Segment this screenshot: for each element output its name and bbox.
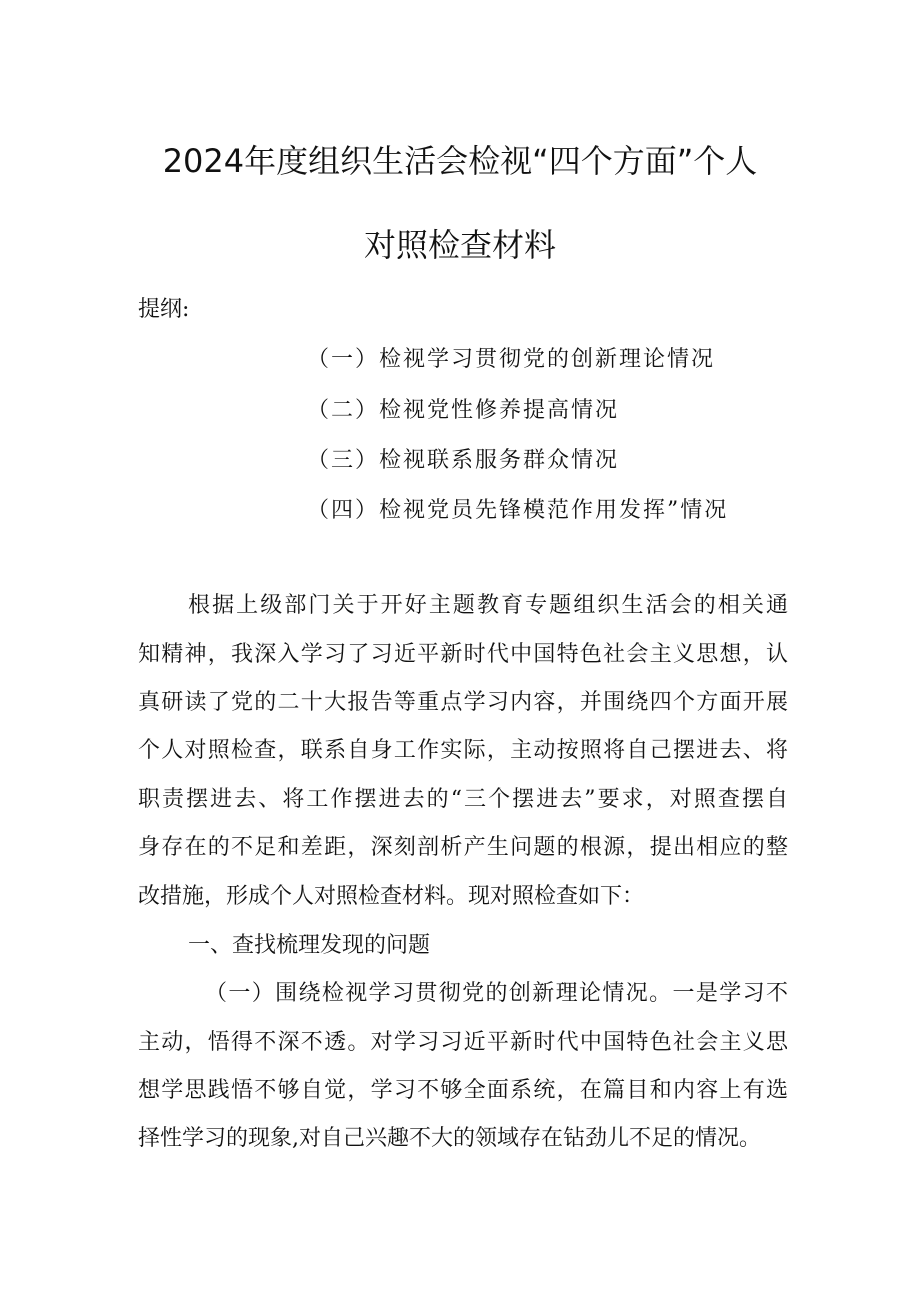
paragraph-1-line: 身存在的不足和差距，深刻剖析产生问题的根源，提出相应的整 [138, 835, 788, 860]
outline-item: （三）检视联系服务群众情况 [307, 448, 620, 473]
paragraph-1-line: 真研读了党的二十大报告等重点学习内容，并围绕四个方面开展 [138, 690, 788, 715]
paragraph-2-line: 主动，悟得不深不透。对学习习近平新时代中国特色社会主义思 [138, 1030, 788, 1055]
paragraph-1-line: 知精神，我深入学习了习近平新时代中国特色社会主义思想，认 [138, 642, 788, 667]
paragraph-1-line: 根据上级部门关于开好主题教育专题组织生活会的相关通 [188, 593, 788, 618]
paragraph-1-line: 个人对照检查，联系自身工作实际，主动按照将自己摆进去、将 [138, 738, 788, 763]
paragraph-2-line: （一）围绕检视学习贯彻党的创新理论情况。一是学习不 [205, 981, 788, 1006]
outline-item: （四）检视党员先锋模范作用发挥”情况 [307, 498, 729, 523]
section-heading: 一、查找梳理发现的问题 [188, 933, 431, 958]
paragraph-2-line: 择性学习的现象,对自己兴趣不大的领域存在钻劲儿不足的情况。 [138, 1126, 761, 1151]
outline-item: （一）检视学习贯彻党的创新理论情况 [307, 347, 716, 372]
outline-label: 提纲: [138, 297, 190, 322]
document-title-line-2: 对照检查材料 [363, 226, 556, 264]
paragraph-2-line: 想学思践悟不够自觉，学习不够全面系统，在篇目和内容上有选 [138, 1078, 788, 1103]
paragraph-1-line: 改措施，形成个人对照检查材料。现对照检查如下： [138, 884, 645, 909]
outline-item: （二）检视党性修养提高情况 [307, 398, 620, 423]
paragraph-1-line: 职责摆进去、将工作摆进去的“三个摆进去”要求，对照查摆自 [138, 787, 788, 812]
document-title-line-1: 2024年度组织生活会检视“四个方面”个人 [162, 142, 758, 180]
